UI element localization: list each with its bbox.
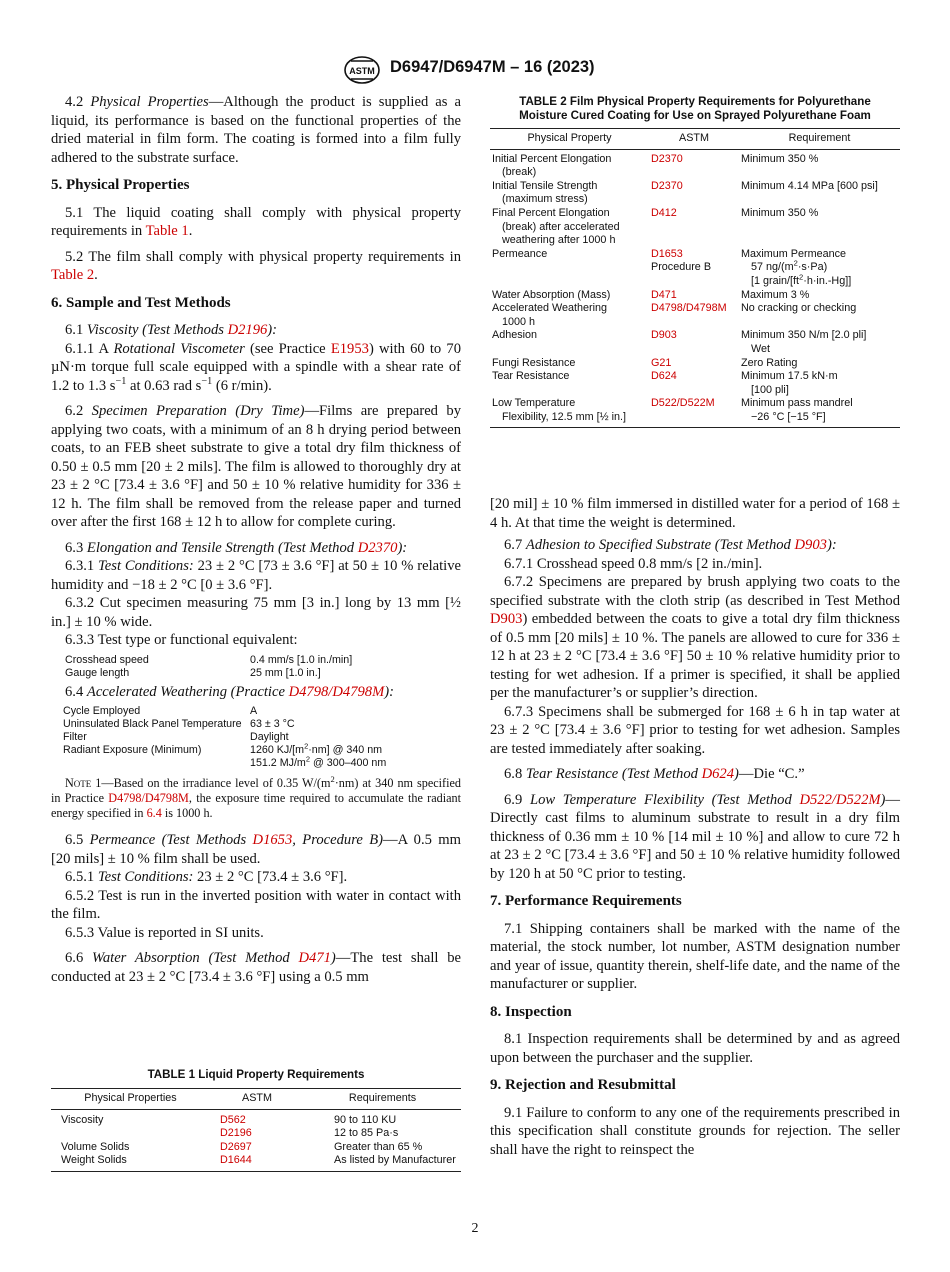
table-row xyxy=(490,302,900,329)
prop-text: Low Temperature xyxy=(492,397,576,410)
table-row xyxy=(490,207,900,248)
d522-link[interactable]: D522/D522M xyxy=(799,791,881,808)
table-row xyxy=(490,397,900,428)
prop-text: Flexibility, 12.5 mm [½ in.] xyxy=(502,410,627,423)
astm-link[interactable]: G21 xyxy=(651,356,672,369)
section-6-7-2: 6.7.2 Specimens are prepared by brush applying two coats to the specified substrate with the cloth strip (as described in Test Method D903) embedded between the coats to give a total dry film thickness of 0.5 mm [20 mils] ± 10 %. The panels are allowed to cure for 336 ± 12 h at 23 ± 2 °C [73.4 ± 3.6 °F] 50 ± 10 % relative humidity prior to testing for wet adhesion. If a primer is specified, it shall be applied per the manufacturer’s or supplier’s direction. xyxy=(490,574,900,701)
astm-link[interactable]: D2370 xyxy=(651,152,683,165)
section-6-1: 6.1 Viscosity (Test Methods D2196): xyxy=(65,322,278,338)
left-column xyxy=(51,93,461,986)
list-item: Filter Daylight xyxy=(63,731,289,743)
prop-text: Initial Percent Elongation xyxy=(492,152,612,165)
list-item: Uninsulated Black Panel Temperature 63 ± 3 °C xyxy=(63,718,295,730)
list-item: Radiant Exposure (Minimum) 1260 $KJ/[m^2\cdot nm]$ @ 340 nm 151.2 $MJ/m^2$ @ 300–400 nm xyxy=(63,741,387,769)
column-header: Requirement xyxy=(739,129,900,150)
req-text: Minimum 350 N/m [2.0 pli] xyxy=(741,329,867,342)
astm-logo-icon xyxy=(343,56,381,84)
prop-text: Tear Resistance xyxy=(492,370,570,383)
astm-link[interactable]: D412 xyxy=(651,206,677,219)
d1653-link[interactable]: D1653 xyxy=(252,832,293,848)
d1644-link[interactable]: D1644 xyxy=(210,1154,304,1171)
table-row: D2196 12 to 85 Pa·s xyxy=(51,1127,461,1141)
table-row xyxy=(490,180,900,207)
req-text: Wet xyxy=(751,342,770,355)
astm-link[interactable]: D1653 xyxy=(651,247,683,260)
req-text: −26 °C [−15 °F] xyxy=(751,410,826,423)
heading-6: 6. Sample and Test Methods xyxy=(51,294,231,311)
table-2-grid xyxy=(490,128,900,428)
section-6-9: 6.9 Low Temperature Flexibility (Test Method D522/D522M)—Directly cast films to aluminum substrate to result in a dry film thickness of 0.36 mm ± 10 % [14 mil ± 10 %] and allow to cure 72 h at 23 ± 2 °C [73.4 ± 3.6 °F] and 50 ± 10 % relative humidity followed by 120 h at 50 °C prior to testing. xyxy=(490,791,901,882)
d903-ref-link[interactable]: D903 xyxy=(490,611,523,627)
section-9-1: 9.1 Failure to conform to any one of the requirements prescribed in this specification shall constitute grounds for rejection. The seller shall have the right to reinspect the xyxy=(490,1104,900,1158)
table-row xyxy=(490,370,900,397)
right-column xyxy=(490,495,900,1159)
section-5-2: 5.2 The film shall comply with physical property requirements in Table 2. xyxy=(51,248,461,283)
table-row: Weight Solids D1644 As listed by Manufacturer xyxy=(51,1154,461,1171)
astm-text: Procedure B xyxy=(651,261,712,274)
table-1-grid xyxy=(51,1088,461,1172)
req-text: Maximum 3 % xyxy=(741,288,810,301)
astm-link[interactable]: D903 xyxy=(651,329,677,342)
d562-link[interactable]: D562 xyxy=(220,1113,246,1126)
test-type-table xyxy=(65,654,352,680)
astm-link[interactable]: D4798/D4798M xyxy=(651,302,727,315)
section-6-7: 6.7 Adhesion to Specified Substrate (Test Method D903): xyxy=(504,537,837,553)
heading-7: 7. Performance Requirements xyxy=(490,893,682,909)
req-text: Minimum pass mandrel xyxy=(741,397,853,410)
req-text: Minimum 17.5 kN·m xyxy=(741,370,838,383)
req-text: Maximum Permeance xyxy=(741,247,847,260)
d903-link[interactable]: D903 xyxy=(794,537,827,553)
d4798-note-link[interactable]: D4798/D4798M xyxy=(108,791,189,805)
section-6-5-2: 6.5.2 Test is run in the inverted position with water in contact with the film. xyxy=(51,887,461,922)
section-6-6: 6.6 Water Absorption (Test Method D471)—The test shall be conducted at 23 ± 2 °C [73.4 ± 3.6 °F] using a 0.5 mm xyxy=(51,950,461,985)
section-6-4: 6.4 Accelerated Weathering (Practice D4798/D4798M): xyxy=(65,683,394,700)
astm-link[interactable]: D522/D522M xyxy=(651,397,715,410)
section-4-2: 4.2 Physical Properties—Although the product is supplied as a liquid, its performance is based on the functional properties of the dried material in film form. The coating is formed into a film fully adhered to the substrate surface. xyxy=(51,94,461,166)
table-header-row xyxy=(490,129,900,150)
prop-text: Permeance xyxy=(492,247,548,260)
astm-link[interactable]: D2370 xyxy=(651,179,683,192)
column-header: ASTM xyxy=(649,129,739,150)
req-text: Zero Rating xyxy=(741,356,798,369)
section-6-3-1: 6.3.1 Test Conditions: 23 ± 2 °C [73 ± 3.6 °F] at 50 ± 10 % relative humidity and −18 ± 2 °C [0 ± 3.6 °F]. xyxy=(51,558,461,593)
table-2 xyxy=(490,95,900,428)
section-6-3-2: 6.3.2 Cut specimen measuring 75 mm [3 in.] long by 13 mm [½ in.] ± 10 % wide. xyxy=(51,595,461,630)
prop-text: 1000 h xyxy=(502,315,536,328)
req-text: No cracking or checking xyxy=(741,302,857,315)
prop-text: (maximum stress) xyxy=(502,193,588,206)
permeance-value-inch: [1 grain/$[ft^2\cdot h\cdot in.-Hg]$] xyxy=(751,272,852,287)
d4798-link[interactable]: D4798/D4798M xyxy=(288,683,385,700)
prop-text: Adhesion xyxy=(492,329,538,342)
section-7-1: 7.1 Shipping containers shall be marked with the name of the material, the stock number, lot number, ASTM designation number and year of issue, quantity therein, shelf-life date, and the name of the manufacturer or supplier. xyxy=(490,920,900,992)
heading-9: 9. Rejection and Resubmittal xyxy=(490,1077,676,1093)
section-6-7-1: 6.7.1 Crosshead speed 0.8 mm/s [2 in./min]. xyxy=(504,555,763,572)
prop-text: (break) after accelerated xyxy=(502,220,620,233)
e1953-link[interactable]: E1953 xyxy=(330,340,369,357)
section-6-8: 6.8 Tear Resistance (Test Method D624)—Die “C.” xyxy=(504,766,805,782)
section-6-2: 6.2 Specimen Preparation (Dry Time)—Films are prepared by applying two coats, with a minimum of an 8 h drying period between coats, to an FEB sheet substrate to give a total dry film thickness of 0.50 ± 0.5 mm [20 ± 2 mils]. The film is allowed to thoroughly dry at 23 ± 2 °C [73.4 ± 3.6 °F] and 50 ± 10 % relative humidity for 336 ± 12 h. The film shall be removed from the release paper and turned over after the first 168 ± 12 h to allow for complete curing. xyxy=(51,403,461,530)
d2697-link[interactable]: D2697 xyxy=(220,1140,252,1153)
table-1-caption: TABLE 1 Liquid Property Requirements xyxy=(147,1068,365,1081)
weathering-table xyxy=(63,705,386,770)
req-text: Minimum 350 % xyxy=(741,206,819,219)
table-2-link[interactable]: Table 2 xyxy=(51,267,95,283)
prop-text: (break) xyxy=(502,166,537,179)
column-header: Physical Property xyxy=(490,129,649,150)
table-row xyxy=(490,149,900,180)
table-header-row xyxy=(51,1089,461,1110)
prop-text: Fungi Resistance xyxy=(492,356,576,369)
section-8-1: 8.1 Inspection requirements shall be determined by and as agreed upon between the purchaser and the supplier. xyxy=(490,1031,900,1066)
req-text: Minimum 4.14 MPa [600 psi] xyxy=(741,179,878,192)
table-row xyxy=(490,357,900,371)
page-number: 2 xyxy=(471,1221,479,1236)
heading-8: 8. Inspection xyxy=(490,1003,572,1020)
permeance-value: 57 $ng/(m^2\cdot s\cdot Pa)$ xyxy=(751,258,828,274)
table-2-caption: TABLE 2 Film Physical Property Requirements for Polyurethane Moisture Cured Coating for Use on Sprayed Polyurethane Foam xyxy=(519,95,871,122)
prop-text: Initial Tensile Strength xyxy=(492,179,598,192)
table-row: Viscosity D562 90 to 110 KU xyxy=(51,1109,461,1127)
table-1-link[interactable]: Table 1 xyxy=(145,223,189,239)
note-1: Note 1—Based on the irradiance level of 0.35 $W/(m^2\cdot nm)$ at 340 nm specified in Practice D4798/D4798M, the exposure time required to accumulate the radiant energy specified in 6.4 is 1000 h. xyxy=(51,773,462,820)
section-6-5-1: 6.5.1 Test Conditions: 23 ± 2 °C [73.4 ± 3.6 °F]. xyxy=(65,869,348,885)
d471-link[interactable]: D471 xyxy=(298,950,331,966)
section-6-1-1: 6.1.1 A Rotational Viscometer (see Practice E1953) with 60 to 70 µN·m torque full scale equipped with a spindle with a shear rate of 1.2 to 1.3 $s^{-1}$ at 0.63 rad $s^{-1}$ (6 r/min). xyxy=(51,340,461,394)
prop-text: weathering after 1000 h xyxy=(502,234,616,247)
heading-5: 5. Physical Properties xyxy=(51,177,190,193)
list-item: Crosshead speed 0.4 mm/s [1.0 in./min] xyxy=(65,653,353,666)
list-item: Cycle Employed A xyxy=(63,705,258,717)
prop-text: Final Percent Elongation xyxy=(492,206,610,219)
astm-link[interactable]: D471 xyxy=(651,288,677,301)
page-header xyxy=(0,56,950,86)
table-row: Volume Solids D2697 Greater than 65 % xyxy=(61,1140,423,1153)
section-6-5: 6.5 Permeance (Test Methods D1653, Procedure B)—A 0.5 mm [20 mils] ± 10 % film shall be used. xyxy=(51,832,462,867)
req-text: Minimum 350 % xyxy=(741,152,819,165)
section-6-3-3: 6.3.3 Test type or functional equivalent: xyxy=(65,632,298,648)
column-header: Requirements xyxy=(304,1089,461,1110)
list-item: Gauge length 25 mm [1.0 in.] xyxy=(65,666,321,679)
section-6-3: 6.3 Elongation and Tensile Strength (Test Method D2370): xyxy=(65,539,408,556)
table-1 xyxy=(51,1068,461,1172)
prop-text: Accelerated Weathering xyxy=(492,302,608,315)
astm-link[interactable]: D624 xyxy=(651,370,677,383)
column-header: ASTM xyxy=(210,1089,304,1110)
prop-text: Water Absorption (Mass) xyxy=(492,288,611,301)
d624-link[interactable]: D624 xyxy=(701,766,735,782)
section-5-1: 5.1 The liquid coating shall comply with physical property requirements in Table 1. xyxy=(51,204,461,239)
section-6-4-link[interactable]: 6.4 xyxy=(146,806,162,820)
table-row xyxy=(490,248,900,289)
d2370-link[interactable]: D2370 xyxy=(357,539,398,556)
section-6-7-3: 6.7.3 Specimens shall be submerged for 168 ± 6 h in tap water at 23 ± 2 °C [73.4 ± 3.6 °F] prior to testing for wet adhesion. Samples are tested immediately after soaking. xyxy=(490,703,900,757)
table-row xyxy=(490,329,900,356)
d2196-link[interactable]: D2196 xyxy=(227,322,268,338)
section-6-6-cont: [20 mil] ± 10 % film immersed in distilled water for a period of 168 ± 4 h. At that time the weight is determined. xyxy=(490,496,900,531)
section-6-5-3: 6.5.3 Value is reported in SI units. xyxy=(65,924,264,941)
column-header: Physical Properties xyxy=(51,1089,210,1110)
svg-text:ASTM: ASTM xyxy=(349,66,375,76)
document-designation: D6947/D6947M – 16 (2023) xyxy=(390,58,595,76)
table-row xyxy=(490,289,900,303)
req-text: [100 pli] xyxy=(751,383,789,396)
d2196-table-link[interactable]: D2196 xyxy=(220,1127,252,1140)
